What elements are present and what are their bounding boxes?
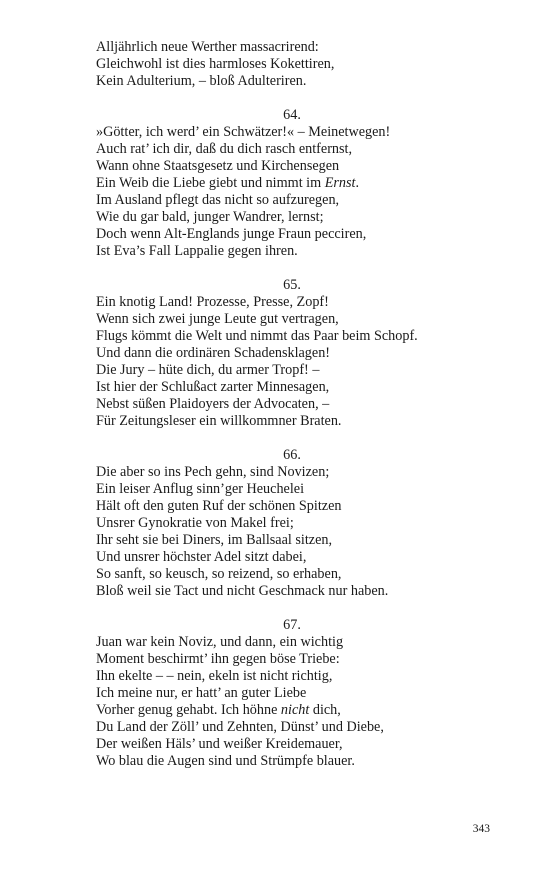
stanza-65 bbox=[96, 277, 516, 430]
stanza-number: 64. bbox=[283, 107, 301, 123]
verse-line: Hält oft den guten Ruf der schönen Spitzen bbox=[96, 498, 342, 514]
stanza-number: 67. bbox=[283, 617, 301, 633]
verse-line: Bloß weil sie Tact und nicht Geschmack nur haben. bbox=[96, 583, 389, 599]
verse-line: »Götter, ich werd’ ein Schwätzer!« – Meinetwegen! bbox=[96, 124, 391, 140]
verse-line: Ihr seht sie bei Diners, im Ballsaal sitzen, bbox=[96, 532, 333, 548]
verse-line bbox=[96, 175, 516, 192]
verse-text: dich, bbox=[309, 702, 341, 718]
verse-line: Ein knotig Land! Prozesse, Presse, Zopf! bbox=[96, 294, 329, 310]
verse-line: Doch wenn Alt-Englands junge Fraun pecciren, bbox=[96, 226, 367, 242]
verse-line: Auch rat’ ich dir, daß du dich rasch entfernst, bbox=[96, 141, 353, 157]
verse-line: Und unsrer höchster Adel sitzt dabei, bbox=[96, 549, 307, 565]
verse-line: Nebst süßen Plaidoyers der Advocaten, – bbox=[96, 396, 330, 412]
verse-line: Wie du gar bald, junger Wandrer, lernst; bbox=[96, 209, 324, 225]
verse-line bbox=[96, 702, 516, 719]
verse-line: Gleichwohl ist dies harmloses Kokettiren, bbox=[96, 56, 335, 72]
verse-line: Alljährlich neue Werther massacrirend: bbox=[96, 39, 319, 55]
verse-line: Und dann die ordinären Schadensklagen! bbox=[96, 345, 331, 361]
verse-line: Ein leiser Anflug sinn’ger Heuchelei bbox=[96, 481, 305, 497]
verse-line: Flugs kömmt die Welt und nimmt das Paar beim Schopf. bbox=[96, 328, 418, 344]
verse-line: Unsrer Gynokratie von Makel frei; bbox=[96, 515, 294, 531]
verse-text: . bbox=[355, 175, 360, 191]
stanza-67 bbox=[96, 617, 516, 770]
italic-word: Ernst bbox=[324, 175, 356, 191]
verse-line: Ich meine nur, er hatt’ an guter Liebe bbox=[96, 685, 307, 701]
poem-page bbox=[96, 39, 516, 787]
verse-line: Für Zeitungsleser ein willkommner Braten. bbox=[96, 413, 342, 429]
stanza-66 bbox=[96, 447, 516, 600]
verse-line: Juan war kein Noviz, und dann, ein wichtig bbox=[96, 634, 344, 650]
verse-line: Die aber so ins Pech gehn, sind Novizen; bbox=[96, 464, 330, 480]
verse-text: Ein Weib die Liebe giebt und nimmt im bbox=[96, 175, 325, 191]
italic-word: nicht bbox=[280, 702, 310, 718]
verse-line: Kein Adulterium, – bloß Adulteriren. bbox=[96, 73, 307, 89]
verse-line: Ist hier der Schlußact zarter Minnesagen, bbox=[96, 379, 330, 395]
stanza-64 bbox=[96, 107, 516, 260]
stanza-63-end bbox=[96, 39, 516, 90]
verse-line: Der weißen Häls’ und weißer Kreidemauer, bbox=[96, 736, 343, 752]
verse-line: Die Jury – hüte dich, du armer Tropf! – bbox=[96, 362, 320, 378]
page-number: 343 bbox=[472, 823, 490, 835]
verse-line: Moment beschirmt’ ihn gegen böse Triebe: bbox=[96, 651, 340, 667]
verse-line: Im Ausland pflegt das nicht so aufzuregen, bbox=[96, 192, 340, 208]
verse-line: So sanft, so keusch, so reizend, so erhaben, bbox=[96, 566, 342, 582]
verse-line: Wo blau die Augen sind und Strümpfe blauer. bbox=[96, 753, 355, 769]
verse-text: Vorher genug gehabt. Ich höhne bbox=[96, 702, 281, 718]
verse-line: Wenn sich zwei junge Leute gut vertragen, bbox=[96, 311, 339, 327]
stanza-number: 66. bbox=[283, 447, 301, 463]
verse-line: Du Land der Zöll’ und Zehnten, Dünst’ und Diebe, bbox=[96, 719, 384, 735]
verse-line: Ihn ekelte – – nein, ekeln ist nicht richtig, bbox=[96, 668, 333, 684]
stanza-number: 65. bbox=[283, 277, 301, 293]
verse-line: Wann ohne Staatsgesetz und Kirchensegen bbox=[96, 158, 340, 174]
verse-line: Ist Eva’s Fall Lappalie gegen ihren. bbox=[96, 243, 298, 259]
